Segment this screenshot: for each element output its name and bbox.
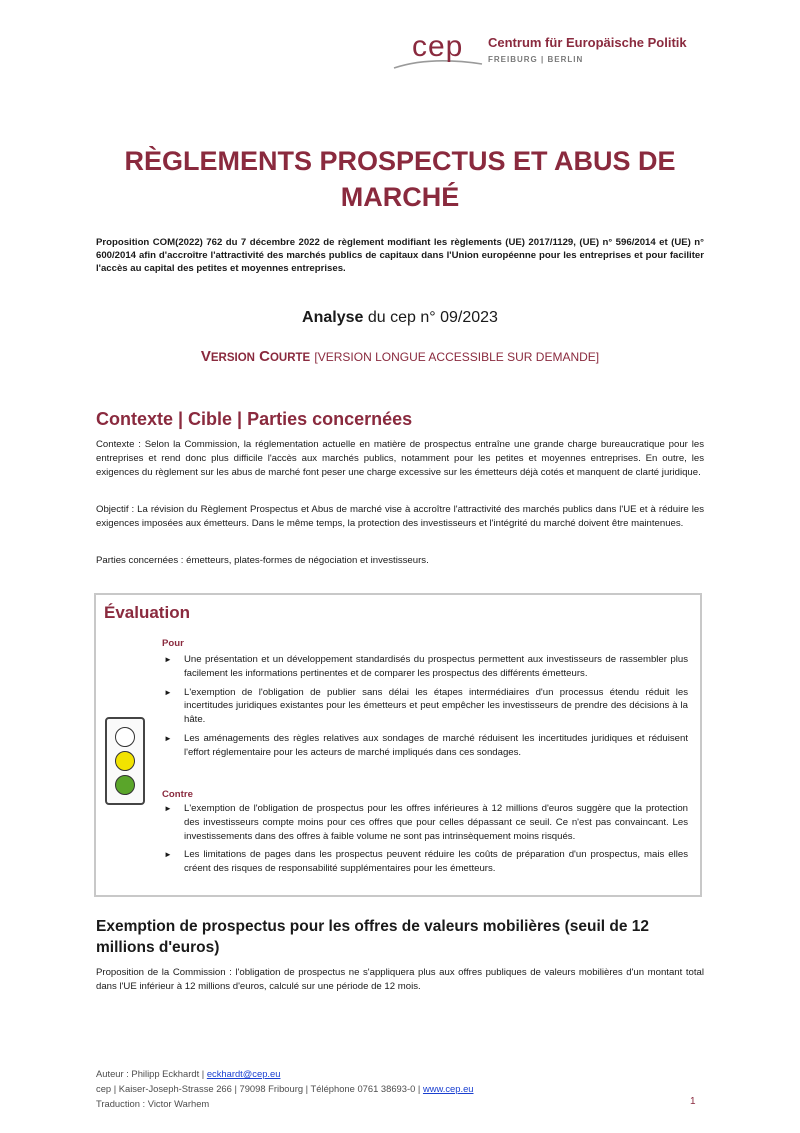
traffic-light-top [115,727,135,747]
pour-item [162,732,688,760]
evaluation-box [94,593,702,897]
objective-paragraph: Objectif : La révision du Règlement Prospectus et Abus de marché vise à accroître l'attractivité des marchés publics dans l'UE et à réduire les exigences imposées aux émetteurs. Dans le même temps, la protection des investisseurs et l'intégrité du marché doivent être maintenues. [96,504,704,529]
stakeholders-paragraph: Parties concernées : émetteurs, plates-formes de négociation et investisseurs. [96,555,429,566]
logo-cep-text: cep [412,30,464,63]
author-email-link[interactable]: eckhardt@cep.eu [206,1068,281,1079]
version-short-c: C [259,348,270,365]
contre-heading: Contre [162,789,193,800]
exemption-heading: Exemption de prospectus pour les offres de valeurs mobilières (seuil de 12 millions d'euros) [96,918,650,956]
pour-heading: Pour [162,638,184,649]
analysis-number [96,309,704,327]
version-short-rest2: OURTE [269,352,311,364]
proposal-reference: Proposition COM(2022) 762 du 7 décembre 2022 de règlement modifiant les règlements (UE) 2017/1129, (UE) n° 596/2014 et (UE) n° 600/2014 afin d'accroître l'attractivité des marchés publics de capitaux dans l'Union européenne pour les entreprises et pour faciliter l'accès au capital des petites et moyennes entreprises. [96,237,704,274]
version-short-v: V [200,348,211,365]
pour-text: Les aménagements des règles relatives aux sondages de marché réduisent les incertitudes juridiques et réduisent l'effort réglementaire pour les acteurs de marché impliqués dans ces sondages. [184,732,688,758]
exemption-paragraph: Proposition de la Commission : l'obligation de prospectus ne s'appliquera plus aux offres publiques de valeurs mobilières d'un montant total dans l'UE inférieur à 12 millions d'euros, calculé sur une période de 12 mois. [96,967,704,992]
pour-text: Une présentation et un développement standardisés du prospectus permettent aux investisseurs de rassembler plus facilement les informations pertinentes et de comparer les prospectus des différents émetteurs. [184,654,688,679]
website-link[interactable]: www.cep.eu [422,1083,474,1094]
document-title [60,143,740,215]
contre-text: L'exemption de l'obligation de prospectus pour les offres inférieures à 12 millions d'euros suggère que la protection des investisseurs compte moins pour ces offres que pour celles dépassant ce seuil. Ce n'est pas convaincant. Les investissements dans des offres à faible volume ne sont pas intrinsèquement moins risqués. [184,803,688,842]
page-number: 1 [690,1096,696,1107]
pour-list [162,653,688,765]
arrow-bullet-icon: ► [164,687,172,697]
author-label: Auteur : Philipp Eckhardt | [96,1068,207,1079]
traffic-light-bottom [115,775,135,795]
version-line [96,348,704,365]
footer-address [96,1081,704,1096]
analysis-rest: du cep n° 09/2023 [363,309,498,326]
footer-author [96,1066,704,1081]
version-short-rest: ERSION [210,352,255,364]
contre-item [162,848,688,876]
cep-logo [390,24,720,72]
traffic-light-middle [115,751,135,771]
org-name: Centrum für Europäische Politik [488,35,687,50]
address-text: cep | Kaiser-Joseph-Strasse 266 | 79098 Fribourg | Téléphone 0761 38693-0 | [96,1083,423,1094]
contre-text: Les limitations de pages dans les prospectus peuvent réduire les coûts de préparation d'un prospectus, mais elles créent des risques de responsabilité supplémentaires pour les émetteurs. [184,849,688,875]
arrow-bullet-icon: ► [164,733,172,743]
pour-item [162,686,688,727]
context-heading: Contexte | Cible | Parties concernées [96,409,413,429]
analysis-label: Analyse [302,309,364,326]
footer-translation: Traduction : Victor Warhem [96,1098,210,1109]
title-line-1: RÈGLEMENTS PROSPECTUS ET ABUS DE [124,146,676,176]
version-long-note: [VERSION LONGUE ACCESSIBLE SUR DEMANDE] [314,350,600,364]
pour-item [162,653,688,681]
pour-text: L'exemption de l'obligation de publier sans délai les étapes intermédiaires d'un processus étendu réduit les incertitudes juridiques existantes pour les émetteurs et peut empêcher les investisseurs de prendre des décisions à la hâte. [184,686,688,726]
arrow-bullet-icon: ► [164,850,172,860]
contre-list [162,802,688,881]
title-line-2: MARCHÉ [340,182,460,212]
footer [96,1066,704,1111]
arrow-bullet-icon: ► [164,655,172,664]
contre-item [162,802,688,843]
traffic-light-icon [105,717,145,805]
context-paragraph: Contexte : Selon la Commission, la réglementation actuelle en matière de prospectus entraîne une grande charge bureaucratique pour les entreprises et rend donc plus difficile l'accès aux marchés publics, notamment pour les petites et moyennes entreprises. En outre, les exigences du règlement sur les abus de marché font peser une charge excessive sur les émetteurs déjà cotés et manquent de clarté juridique. [96,439,704,478]
org-cities: FREIBURG | BERLIN [488,55,584,64]
evaluation-heading: Évaluation [104,603,190,622]
arrow-bullet-icon: ► [164,804,172,813]
